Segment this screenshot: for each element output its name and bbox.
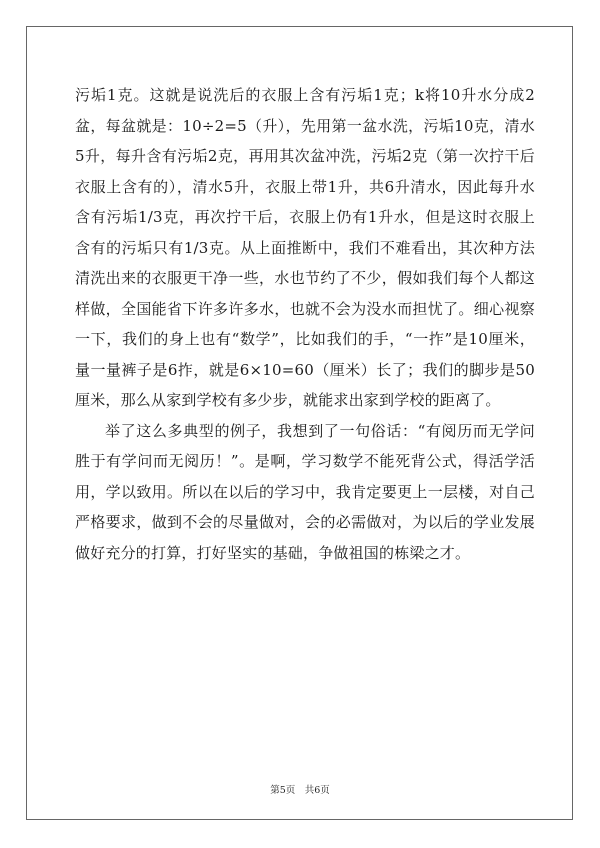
page-number-footer: 第5页 共6页 <box>270 785 330 796</box>
paragraph: 污垢1克。这就是说洗后的衣服上含有污垢1克；k将10升水分成2盆，每盆就是：10÷2=5（升），先用第一盆水洗，污垢10克，清水5升，每升含有污垢2克，再用其次盆冲洗，污垢2克（第一次拧干后衣服上含有的），清水5升，衣服上带1升，共6升清水，因此每升水含有污垢1/3克，再次拧干后，衣服上仍有1升水，但是这时衣服上含有的污垢只有1/3克。从上面推断中，我们不难看出，其次种方法清洗出来的衣服更干净一些，水也节约了不少，假如我们每个人都这样做，全国能省下许多许多水，也就不会为没水而担忧了。细心视察一下，我们的身上也有“数学”，比如我们的手，“一拃”是10厘米，量一量裤子是6拃，就是6×10=60（厘米）长了；我们的脚步是50厘米，那么从家到学校有多少步，就能求出家到学校的距离了。 <box>75 86 535 409</box>
paragraph: 举了这么多典型的例子，我想到了一句俗话：“有阅历而无学问胜于有学问而无阅历！”。是啊，学习数学不能死背公式，得活学活用，学以致用。所以在以后的学习中，我肯定要更上一层楼，对自己严格要求，做到不会的尽量做对，会的必需做对，为以后的学业发展做好充分的打算，打好坚实的基础，争做祖国的栋梁之才。 <box>75 421 535 562</box>
document-body <box>75 80 535 568</box>
